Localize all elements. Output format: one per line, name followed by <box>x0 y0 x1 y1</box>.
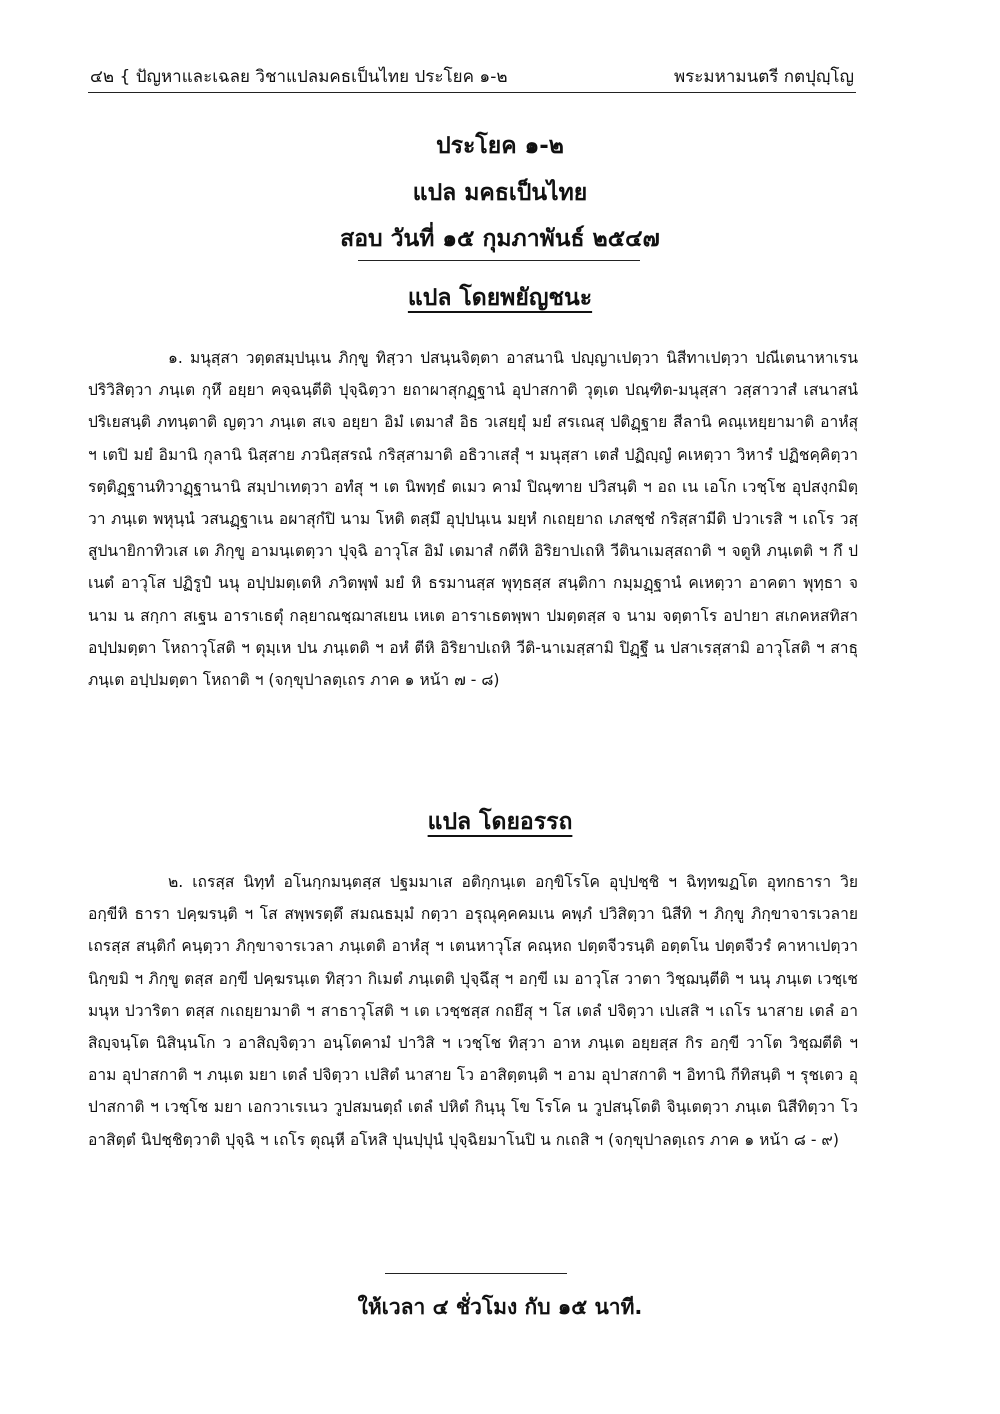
title-level: ประโยค ๑-๒ <box>436 133 564 159</box>
section-heading-literal <box>0 280 1000 316</box>
section-heading-meaning <box>0 804 1000 840</box>
passage-2-text: ๒. เถรสฺส นิทฺทํ อโนกฺกมนฺตสฺส ปฐมมาเส อติกฺกนฺเต อกฺขิโรโค อุปฺปชฺชิ ฯ ฉิทฺทฆฏโต อุทกธารา วิย อกฺขีหิ ธารา ปคฺฆรนฺติ ฯ โส สพฺพรตฺตึ สมณธมฺมํ กตฺวา อรุณุคฺคคมเน คพฺภํ ปวิสิตฺวา นิสีทิ ฯ ภิกฺขู ภิกฺขาจารเวลาย เถรสฺส สนฺติกํ คนฺตฺวา ภิกฺขาจารเวลา ภนฺเตติ อาหํสุ ฯ เตนหาวุโส คณฺหถ ปตฺตจีวรนฺติ อตฺตโน ปตฺตจีวรํ คาหาเปตฺวา นิกฺขมิ ฯ ภิกฺขู ตสฺส อกฺขี ปคฺฆรนฺเต ทิสฺวา กิเมตํ ภนฺเตติ ปุจฺฉึสุ ฯ อกฺขี เม อาวุโส วาตา วิชฺฌนฺตีติ ฯ นนุ ภนฺเต เวชฺเชมนุห ปวาริตา ตสฺส กเถยฺยามาติ ฯ สาธาวุโสติ ฯ เต เวชฺชสฺส กถยึสุ ฯ โส เตลํ ปจิตฺวา เปเสสิ ฯ เถโร นาสาย เตลํ อาสิญฺจนฺโต นิสินฺนโก ว อาสิญฺจิตฺวา อนฺโตคามํ ปาวิสิ ฯ เวชฺโช ทิสฺวา อาห ภนฺเต อยฺยสฺส กิร อกฺขี วาโต วิชฺฌตีติ ฯ อาม อุปาสกาติ ฯ ภนฺเต มยา เตลํ ปจิตฺวา เปสิตํ นาสาย โว อาสิตฺตนฺติ ฯ อาม อุปาสกาติ ฯ อิทานิ กีทิสนฺติ ฯ รุชเตว อุปาสกาติ ฯ เวชฺโช มยา เอกวาเรเนว วูปสมนตฺถํ เตลํ ปหิตํ กินฺนุ โข โรโค น วูปสนฺโตติ จินฺเตตฺวา ภนฺเต นิสีทิตฺวา โว อาสิตฺตํ นิปชฺชิตฺวาติ ปุจฺฉิ ฯ เถโร ตุณฺหี อโหสิ ปุนปฺปุนํ ปุจฺฉิยมาโนปิ น กเถสิ ฯ (จกฺขุปาลตฺเถร ภาค ๑ หน้า ๘ - ๙) <box>88 873 858 1149</box>
title-subject: แปล มคธเป็นไทย <box>412 180 588 206</box>
section-heading-literal-text: แปล โดยพยัญชนะ <box>407 285 593 311</box>
header-author: พระมหามนตรี กตปุญฺโญ <box>673 67 854 87</box>
time-allowed: ให้เวลา ๔ ชั่วโมง กับ ๑๕ นาที. <box>357 1295 643 1319</box>
page-header <box>88 64 856 93</box>
passage-1-text: ๑. มนุสฺสา วตฺตสมฺปนฺเน ภิกฺขู ทิสฺวา ปสนฺนจิตฺตา อาสนานิ ปญฺญาเปตฺวา นิสีทาเปตฺวา ปณีเตนาหาเรน ปริวิสิตฺวา ภนฺเต กุหึ อยฺยา คจฺฉนฺตีติ ปุจฺฉิตฺวา ยถาผาสุกฏฺฐานํ อุปาสกาติ วุตฺเต ปณฺฑิต-มนุสฺสา วสฺสาวาสํ เสนาสนํ ปริเยสนฺติ ภทนฺตาติ ญตฺวา ภนฺเต สเจ อยฺยา อิมํ เตมาสํ อิธ วเสยฺยุํ มยํ สรเณสุ ปติฏฺฐาย สีลานิ คณฺเหยฺยามาติ อาหํสุ ฯ เตปิ มยํ อิมานิ กุลานิ นิสฺสาย ภวนิสฺสรณํ กริสฺสามาติ อธิวาเสสุํ ฯ มนุสฺสา เตสํ ปฏิญฺญํ คเหตฺวา วิหารํ ปฏิชคฺคิตฺวา รตฺติฏฺฐานทิวาฏฺฐานานิ สมฺปาเทตฺวา อทํสุ ฯ เต นิพทฺธํ ตเมว คามํ ปิณฺฑาย ปวิสนฺติ ฯ อถ เน เอโก เวชฺโช อุปสงฺกมิตฺวา ภนฺเต พหุนฺนํ วสนฏฺฐาเน อผาสุกํปิ นาม โหติ ตสฺมึ อุปฺปนฺเน มยฺหํ กเถยฺยาถ เภสชฺชํ กริสฺสามีติ ปวาเรสิ ฯ เถโร วสฺสูปนายิกาทิวเส เต ภิกฺขู อามนฺเตตฺวา ปุจฺฉิ อาวุโส อิมํ เตมาสํ กตีหิ อิริยาปเถหิ วีตินาเมสฺสถาติ ฯ จตูหิ ภนฺเตติ ฯ กึ ปเนตํ อาวุโส ปฏิรูปํ นนุ อปฺปมตฺเตหิ ภวิตพฺพํ มยํ หิ ธรมานสฺส พุทฺธสฺส สนฺติกา กมฺมฏฺฐานํ คเหตฺวา อาคตา พุทฺธา จ นาม น สกฺกา สเฐน อาราเธตุํ กลฺยาณชฺฌาสเยน เหเต อาราเธตพฺพา ปมตฺตสฺส จ นาม จตฺตาโร อปายา สเกคหสทิสา อปฺปมตฺตา โหถาวุโสติ ฯ ตุมฺเห ปน ภนฺเตติ ฯ อหํ ตีหิ อิริยาปเถหิ วีติ-นาเมสฺสามิ ปิฏฺฐึ น ปสาเรสฺสามิ อาวุโสติ ฯ สาธุ ภนฺเต อปฺปมตฺตา โหถาติ ฯ (จกฺขุปาลตฺเถร ภาค ๑ หน้า ๗ - ๘) <box>88 349 858 690</box>
footer-divider <box>385 1273 567 1274</box>
section-heading-meaning-text: แปล โดยอรรถ <box>427 809 573 835</box>
title-exam-date: สอบ วันที่ ๑๕ กุมภาพันธ์ ๒๕๔๗ <box>340 226 660 252</box>
header-book-title: ๔๒ { ปัญหาและเฉลย วิชาแปลมคธเป็นไทย ประโยค ๑-๒ <box>90 67 508 87</box>
title-divider <box>358 260 640 261</box>
